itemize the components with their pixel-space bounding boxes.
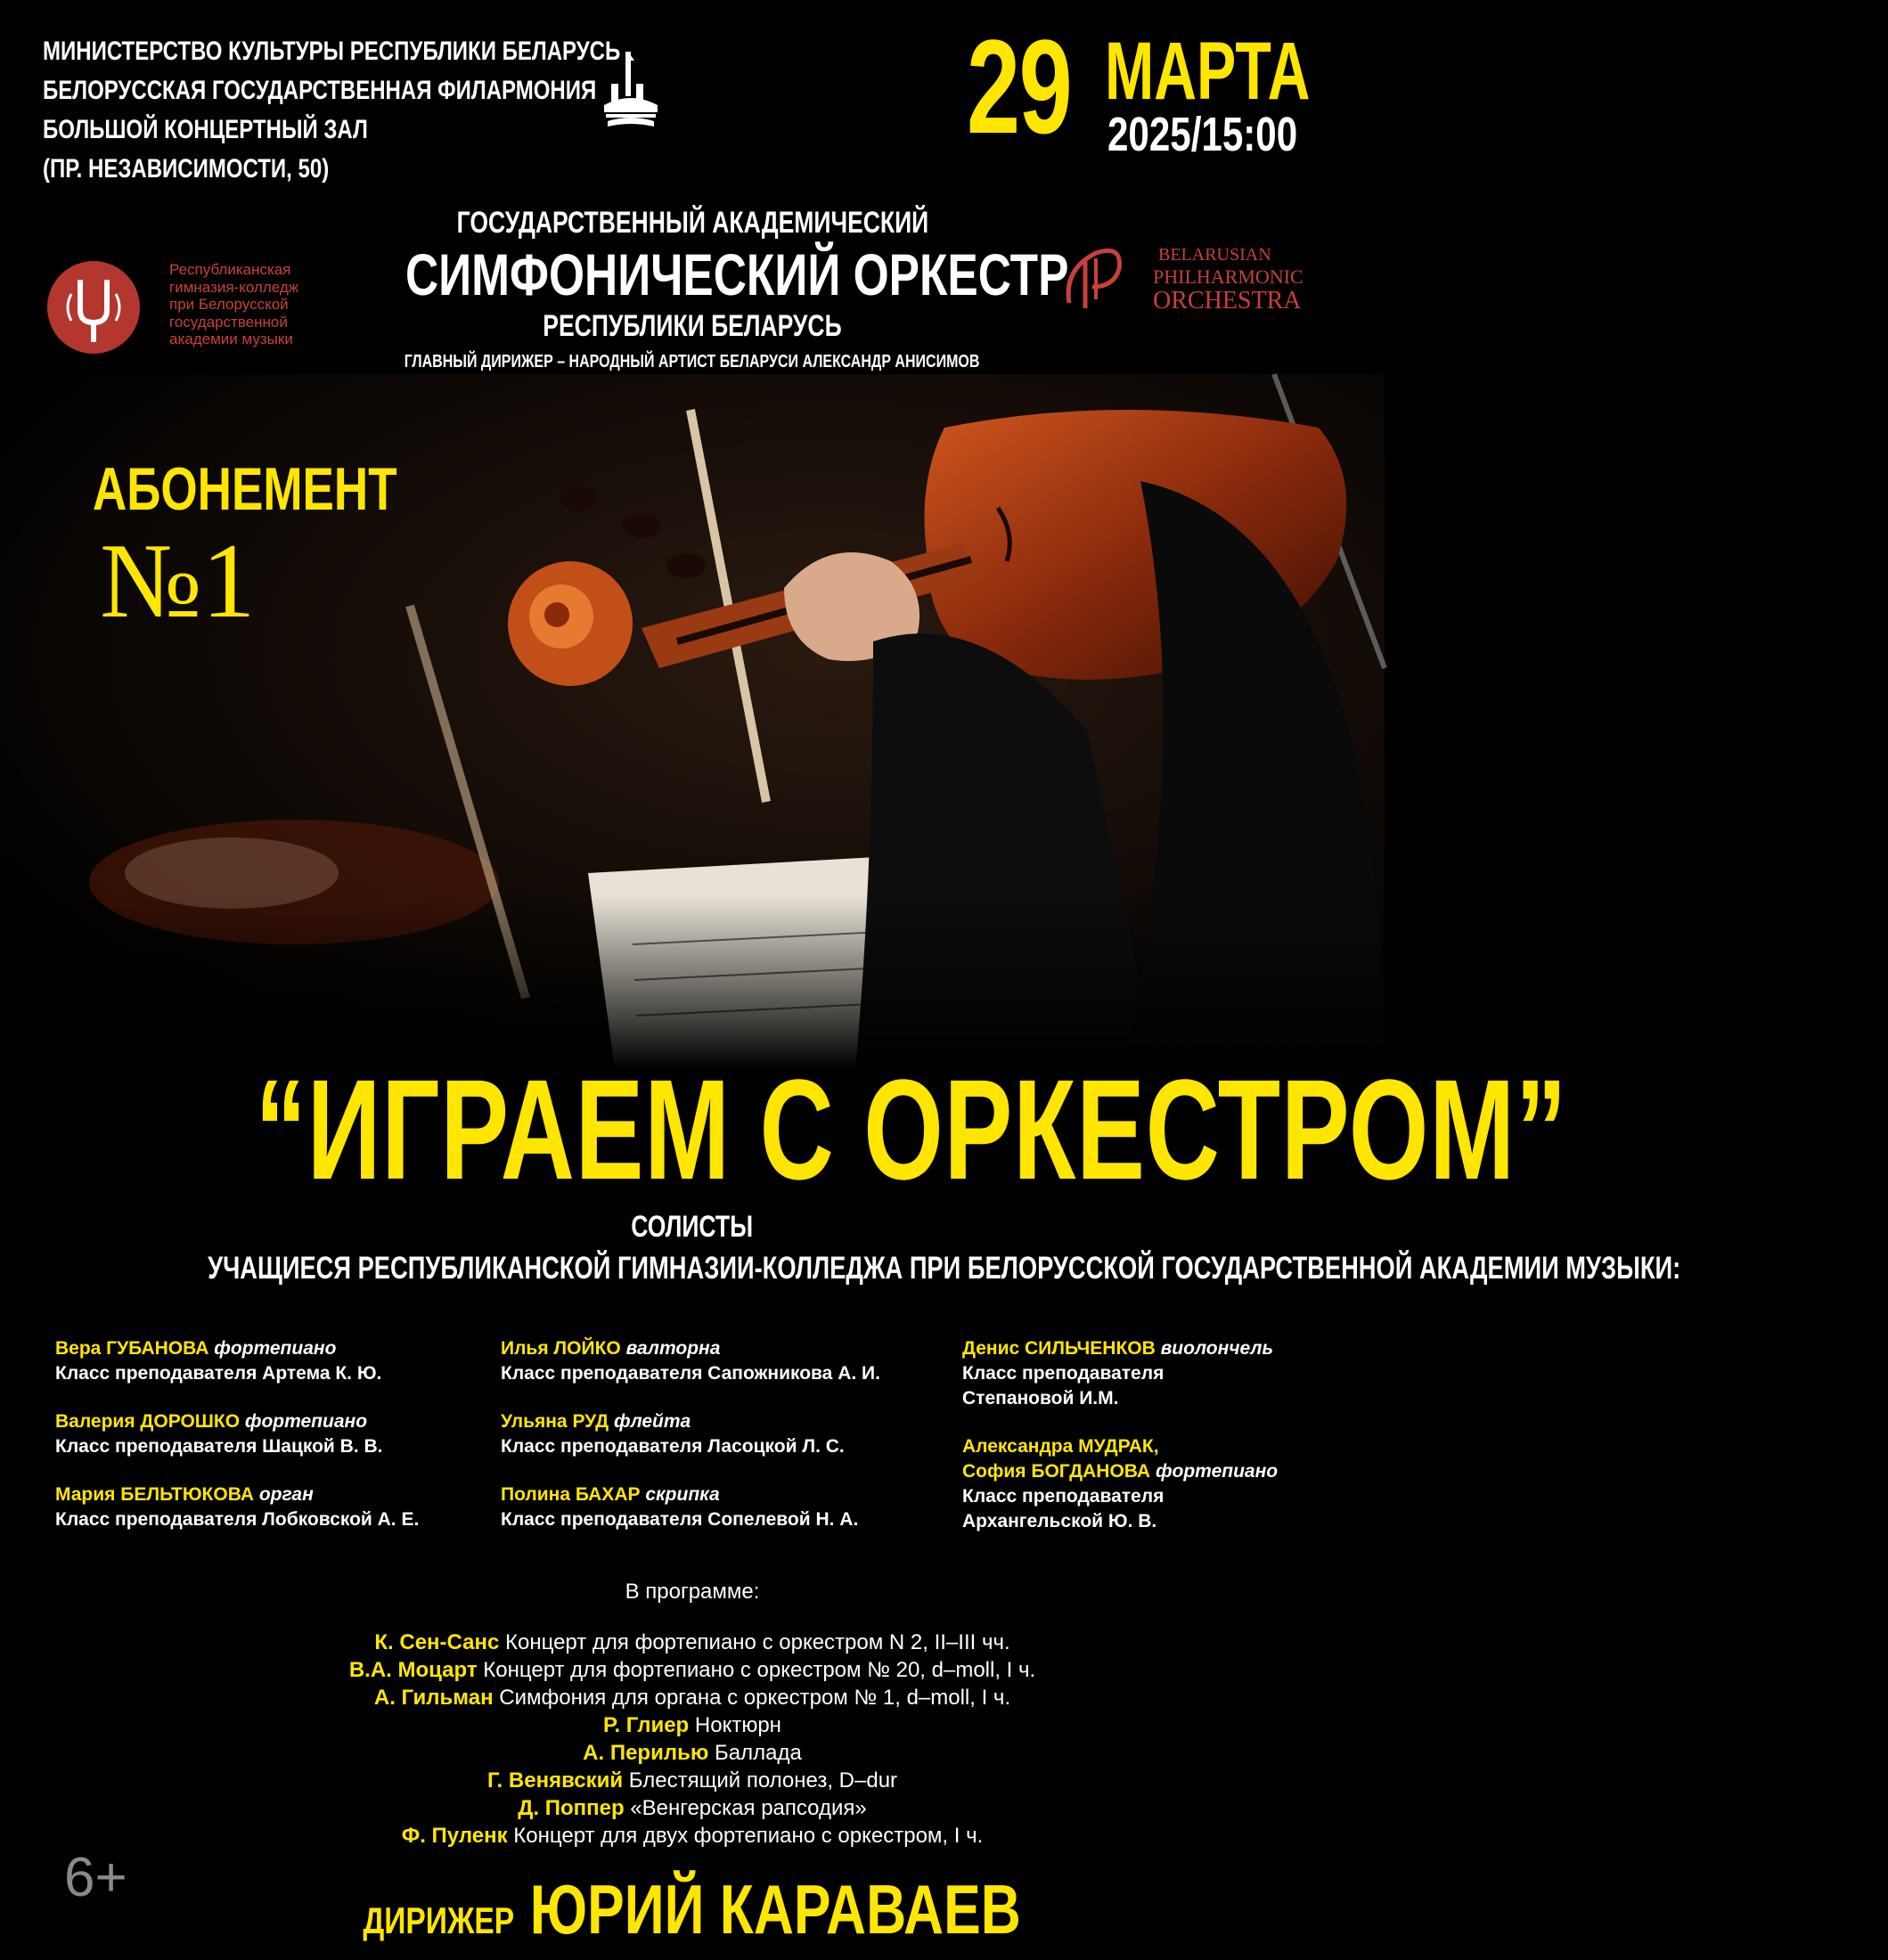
gymnasium-logo-line: Республиканская bbox=[169, 261, 291, 278]
soloist-name: Ульяна РУД bbox=[501, 1411, 609, 1432]
soloist-teacher: Класс преподавателя Шацкой В. В. bbox=[55, 1436, 383, 1457]
soloist-teacher: Класс преподавателя Лобковской А. Е. bbox=[55, 1509, 420, 1530]
gymnasium-tuning-fork-logo-icon bbox=[45, 258, 143, 356]
soloist-teacher: Класс преподавателя Ласоцкой Л. С. bbox=[501, 1436, 845, 1457]
soloist-entry bbox=[501, 1409, 880, 1459]
conductor-name: ЮРИЙ КАРАВАЕВ bbox=[530, 1870, 1022, 1948]
soloists-column-3 bbox=[962, 1336, 1278, 1557]
soloists-column-2 bbox=[501, 1336, 880, 1556]
program-composer: Ф. Пуленк bbox=[401, 1824, 508, 1848]
chief-conductor-line: ГЛАВНЫЙ ДИРИЖЕР – НАРОДНЫЙ АРТИСТ БЕЛАРУСИ АЛЕКСАНДР АНИСИМОВ bbox=[405, 352, 980, 372]
soloist-teacher: Класс преподавателя bbox=[962, 1486, 1165, 1507]
program-work: Концерт для фортепиано с оркестром № 20, d–moll, I ч. bbox=[477, 1658, 1036, 1682]
bpo-logo-line-3: ORCHESTRA bbox=[1153, 287, 1302, 314]
program-composer: А. Перилью bbox=[583, 1741, 709, 1765]
organizer-block bbox=[43, 32, 684, 189]
program-item bbox=[0, 1629, 1385, 1656]
date-month: МАРТА bbox=[1105, 26, 1311, 117]
program-work: Баллада bbox=[708, 1741, 802, 1765]
soloist-entry bbox=[55, 1409, 419, 1459]
program-list bbox=[0, 1629, 1385, 1850]
soloist-instrument: орган bbox=[258, 1484, 314, 1505]
program-item bbox=[0, 1684, 1385, 1711]
soloist-name: Денис СИЛЬЧЕНКОВ bbox=[962, 1338, 1156, 1359]
program-item bbox=[0, 1767, 1385, 1794]
organizer-line-hall: БОЛЬШОЙ КОНЦЕРТНЫЙ ЗАЛ bbox=[43, 115, 368, 144]
program-work: Блестящий полонез, D–dur bbox=[623, 1768, 898, 1793]
gymnasium-logo-line: при Белорусской bbox=[169, 296, 289, 313]
soloist-instrument: скрипка bbox=[645, 1484, 720, 1505]
date-year-time: 2025/15:00 bbox=[1107, 108, 1298, 161]
program-work: Ноктюрн bbox=[689, 1713, 781, 1737]
subscription-label: АБОНЕМЕНТ bbox=[93, 455, 397, 523]
soloist-instrument: виолончель bbox=[1160, 1338, 1273, 1359]
program-item bbox=[0, 1711, 1385, 1739]
soloists-heading bbox=[0, 1210, 1385, 1245]
soloist-teacher: Класс преподавателя Сопелевой Н. А. bbox=[501, 1509, 859, 1530]
soloist-name: Вера ГУБАНОВА bbox=[55, 1338, 209, 1359]
program-item bbox=[0, 1739, 1385, 1767]
orchestra-line-1: ГОСУДАРСТВЕННЫЙ АКАДЕМИЧЕСКИЙ bbox=[456, 206, 928, 240]
soloist-instrument: фортепиано bbox=[244, 1411, 368, 1432]
gymnasium-logo-line: академии музыки bbox=[169, 331, 293, 347]
bpo-logo-line-2: PHILHARMONIC bbox=[1153, 265, 1304, 288]
concert-hall-emblem-icon bbox=[595, 50, 666, 132]
program-composer: А. Гильман bbox=[373, 1686, 494, 1710]
soloist-teacher: Класс преподавателя Сапожникова А. И. bbox=[501, 1363, 880, 1384]
program-work: Концерт для фортепиано с оркестром N 2, II–III чч. bbox=[499, 1630, 1010, 1654]
soloist-teacher: Класс преподавателя Артема К. Ю. bbox=[55, 1363, 382, 1384]
concert-title-text: “ИГРАЕМ С ОРКЕСТРОМ” bbox=[255, 1049, 1568, 1209]
soloist-name: Александра МУДРАК, bbox=[962, 1436, 1159, 1457]
program-heading: В программе: bbox=[625, 1580, 760, 1604]
soloist-entry bbox=[501, 1482, 880, 1532]
students-line-text: УЧАЩИЕСЯ РЕСПУБЛИКАНСКОЙ ГИМНАЗИИ-КОЛЛЕДЖА ПРИ БЕЛОРУССКОЙ ГОСУДАРСТВЕННОЙ АКАДЕМИИ МУЗЫКИ: bbox=[208, 1251, 1681, 1286]
conductor-line bbox=[0, 1869, 1385, 1950]
bpo-logo-icon bbox=[1060, 233, 1319, 323]
program-composer: Р. Глиер bbox=[603, 1713, 690, 1737]
date-day: 29 bbox=[967, 12, 1072, 161]
soloist-name: Валерия ДОРОШКО bbox=[55, 1411, 241, 1432]
program-work: Концерт для двух фортепиано с оркестром, I ч. bbox=[507, 1824, 984, 1848]
soloists-column-1 bbox=[55, 1336, 419, 1556]
subscription-number: №1 bbox=[100, 521, 256, 640]
age-rating: 6+ bbox=[64, 1847, 127, 1908]
program-composer: К. Сен-Санс bbox=[374, 1630, 500, 1654]
soloist-entry bbox=[962, 1434, 1278, 1534]
orchestra-name: СИМФОНИЧЕСКИЙ ОРКЕСТР bbox=[405, 241, 1069, 307]
gymnasium-logo-text bbox=[169, 261, 365, 348]
conductor-role: ДИРИЖЕР bbox=[363, 1899, 515, 1941]
soloist-entry bbox=[962, 1336, 1278, 1411]
soloist-instrument: валторна bbox=[625, 1338, 721, 1359]
soloist-name: Полина БАХАР bbox=[501, 1484, 641, 1505]
program-work: Симфония для органа с оркестром № 1, d–moll, I ч. bbox=[493, 1686, 1011, 1710]
program-item bbox=[0, 1656, 1385, 1684]
program-item bbox=[0, 1794, 1385, 1822]
orchestra-title-block bbox=[312, 203, 1073, 378]
soloist-entry bbox=[55, 1336, 419, 1386]
soloist-name: София БОГДАНОВА bbox=[962, 1461, 1151, 1482]
soloist-name: Мария БЕЛЬТЮКОВА bbox=[55, 1484, 254, 1505]
program-composer: Г. Венявский bbox=[486, 1768, 624, 1793]
program-composer: В.А. Моцарт bbox=[348, 1658, 478, 1682]
students-line bbox=[0, 1251, 1681, 1286]
gymnasium-logo-line: гимназия-колледж bbox=[169, 278, 299, 296]
soloist-teacher: Архангельской Ю. В. bbox=[962, 1511, 1157, 1531]
organizer-line-ministry: МИНИСТЕРСТВО КУЛЬТУРЫ РЕСПУБЛИКИ БЕЛАРУСЬ bbox=[43, 37, 621, 66]
bpo-logo-line-1: BELARUSIAN bbox=[1158, 245, 1271, 265]
program-work: «Венгерская рапсодия» bbox=[624, 1796, 867, 1820]
soloist-instrument: фортепиано bbox=[1155, 1461, 1279, 1482]
soloist-name: Илья ЛОЙКО bbox=[501, 1338, 621, 1359]
soloist-entry bbox=[501, 1336, 880, 1386]
soloists-heading-text: СОЛИСТЫ bbox=[631, 1210, 754, 1244]
soloist-teacher: Степановой И.М. bbox=[962, 1388, 1119, 1409]
organizer-line-philharmonic: БЕЛОРУССКАЯ ГОСУДАРСТВЕННАЯ ФИЛАРМОНИЯ bbox=[43, 76, 597, 105]
concert-title bbox=[0, 1049, 1568, 1209]
orchestra-line-3: РЕСПУБЛИКИ БЕЛАРУСЬ bbox=[543, 309, 842, 343]
soloist-instrument: фортепиано bbox=[214, 1338, 337, 1359]
soloist-entry bbox=[55, 1482, 419, 1532]
soloist-teacher: Класс преподавателя bbox=[962, 1363, 1165, 1384]
program-item bbox=[0, 1822, 1385, 1850]
program-composer: Д. Поппер bbox=[518, 1796, 625, 1820]
organizer-line-address: (ПР. НЕЗАВИСИМОСТИ, 50) bbox=[43, 154, 330, 184]
gymnasium-logo-line: государственной bbox=[169, 313, 288, 331]
soloist-instrument: флейта bbox=[613, 1411, 691, 1432]
